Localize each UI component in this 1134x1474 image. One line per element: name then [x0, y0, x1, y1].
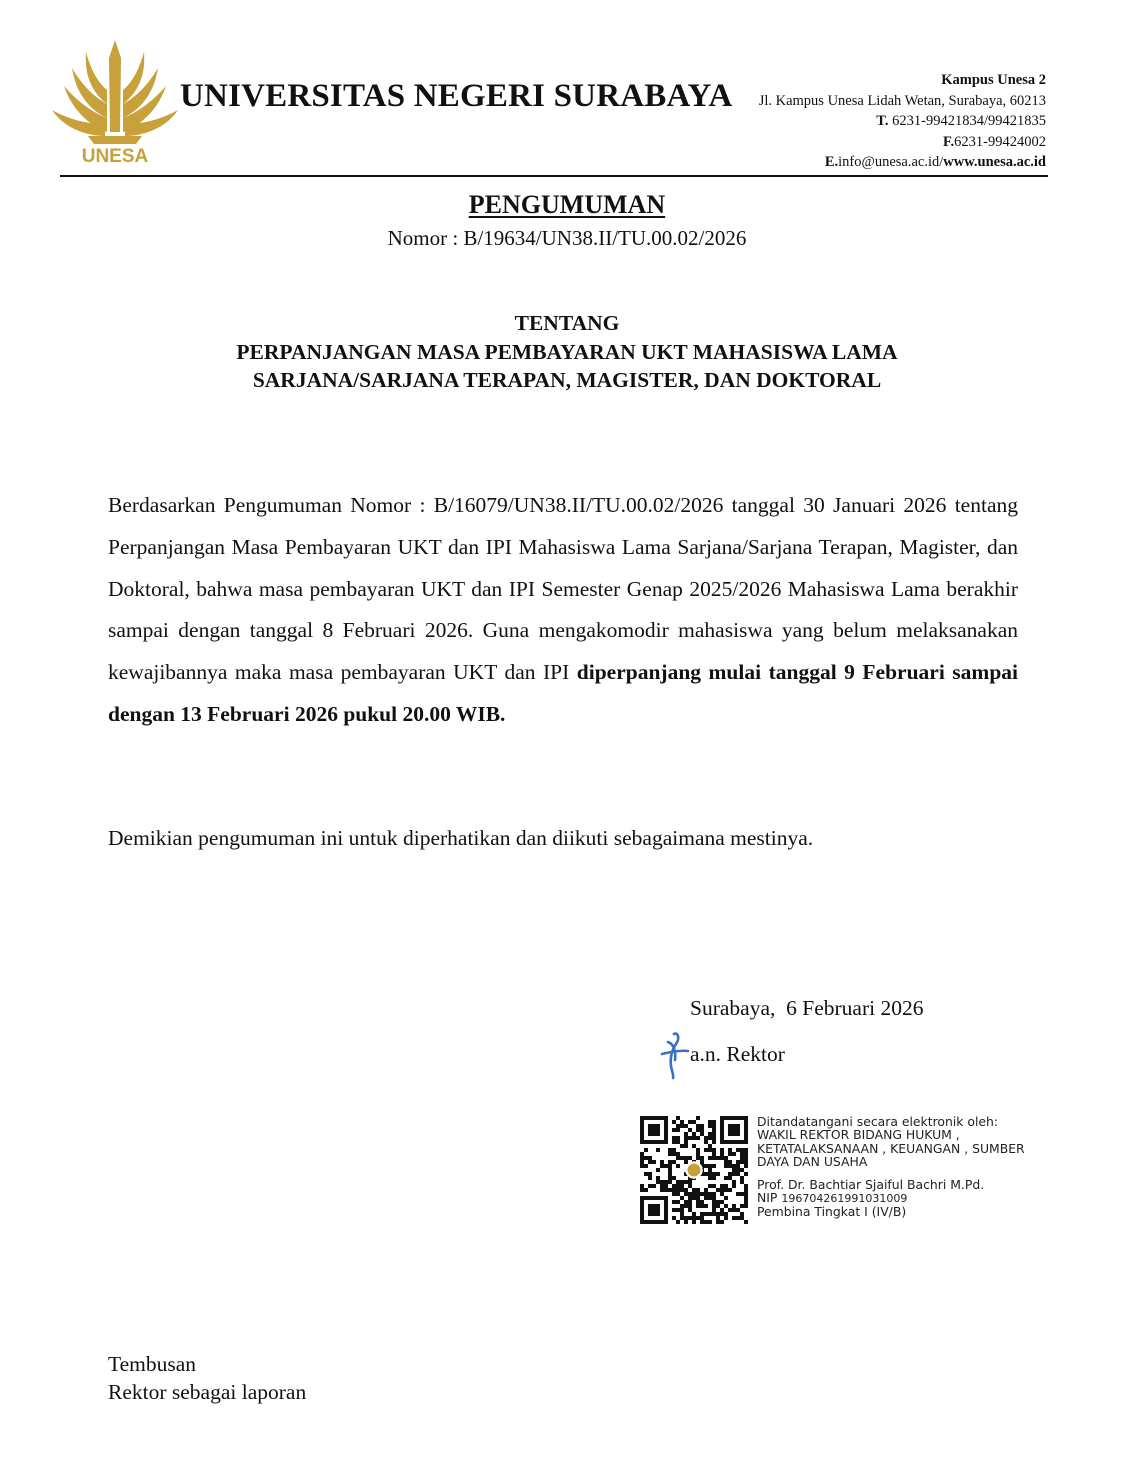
university-name: UNIVERSITAS NEGERI SURABAYA — [180, 78, 733, 114]
subject-line-1: PERPANJANGAN MASA PEMBAYARAN UKT MAHASISWA LAMA — [236, 339, 898, 364]
nip-label: NIP — [757, 1190, 778, 1206]
carbon-copy — [108, 1350, 306, 1406]
email-address: info@unesa.ac.id/ — [838, 154, 944, 170]
signer-rank: Pembina Tingkat I (IV/B) — [757, 1204, 907, 1220]
campus-name: Kampus Unesa 2 — [941, 72, 1046, 88]
signer-position-line-1: WAKIL REKTOR BIDANG HUKUM , — [757, 1127, 960, 1143]
subject-line-2: SARJANA/SARJANA TERAPAN, MAGISTER, DAN DOKTORAL — [252, 368, 882, 392]
email-line — [759, 152, 1046, 173]
signer-nip — [757, 1191, 1025, 1205]
about-label: TENTANG — [514, 311, 620, 335]
closing-sentence: Demikian pengumuman ini untuk diperhatikan dan diikuti sebagaimana mestinya. — [108, 826, 814, 850]
place-date: Surabaya, 6 Februari 2026 — [690, 996, 924, 1020]
on-behalf-of: a.n. Rektor — [690, 1042, 785, 1066]
nip-number: 196704261991031009 — [781, 1192, 908, 1206]
qr-code-icon — [640, 1116, 748, 1224]
signer-position-line-3: DAYA DAN USAHA — [757, 1154, 868, 1170]
body-bold-text: diperpanjang mulai tanggal 9 Februari sampai dengan 13 Februari 2026 pukul 20.00 WIB. — [108, 660, 1018, 726]
unesa-logo — [50, 36, 180, 168]
email-label: E. — [824, 154, 839, 170]
electronic-signature-block — [757, 1115, 1025, 1219]
esign-caption: Ditandatangani secara elektronik oleh: — [757, 1114, 999, 1129]
contact-block — [759, 70, 1046, 173]
fax-number: 6231-99424002 — [954, 133, 1046, 150]
fax-line — [759, 132, 1046, 153]
handwritten-initial-icon — [656, 1030, 692, 1080]
phone-label: T. — [876, 113, 889, 129]
cc-label: Tembusan — [108, 1352, 197, 1376]
address: Jl. Kampus Unesa Lidah Wetan, Surabaya, 60213 — [758, 92, 1046, 109]
header-divider — [60, 175, 1048, 177]
logo-wordmark: UNESA — [81, 146, 149, 167]
signer-name: Prof. Dr. Bachtiar Sjaiful Bachri M.Pd. — [757, 1176, 985, 1192]
phone-number: 6231-99421834/99421835 — [888, 113, 1046, 129]
signer-position-line-2: KETATALAKSANAAN , KEUANGAN , SUMBER — [757, 1140, 1025, 1156]
fax-label: F. — [943, 133, 955, 150]
document-number: Nomor : B/19634/UN38.II/TU.00.02/2026 — [387, 226, 747, 250]
cc-recipient: Rektor sebagai laporan — [108, 1380, 307, 1404]
body-paragraph — [108, 485, 1018, 736]
body-text: Berdasarkan Pengumuman Nomor : B/16079/UN38.II/TU.00.02/2026 tanggal 30 Januari 2026 tentang Perpanjangan Masa Pembayaran UKT dan IPI Mahasiswa Lama Sarjana/Sarjana Terapan, Magister, dan Doktoral, bahwa masa pembayaran UKT dan IPI Semester Genap 2025/2026 Mahasiswa Lama berakhir sampai dengan tanggal 8 Februari 2026. Guna mengakomodir mahasiswa yang belum melaksanakan kewajibannya maka masa pembayaran UKT dan IPI — [108, 493, 1018, 685]
phone-line — [759, 111, 1046, 132]
document-title: PENGUMUMAN — [468, 190, 666, 219]
website: www.unesa.ac.id — [943, 154, 1046, 170]
subject-block — [0, 309, 1134, 395]
